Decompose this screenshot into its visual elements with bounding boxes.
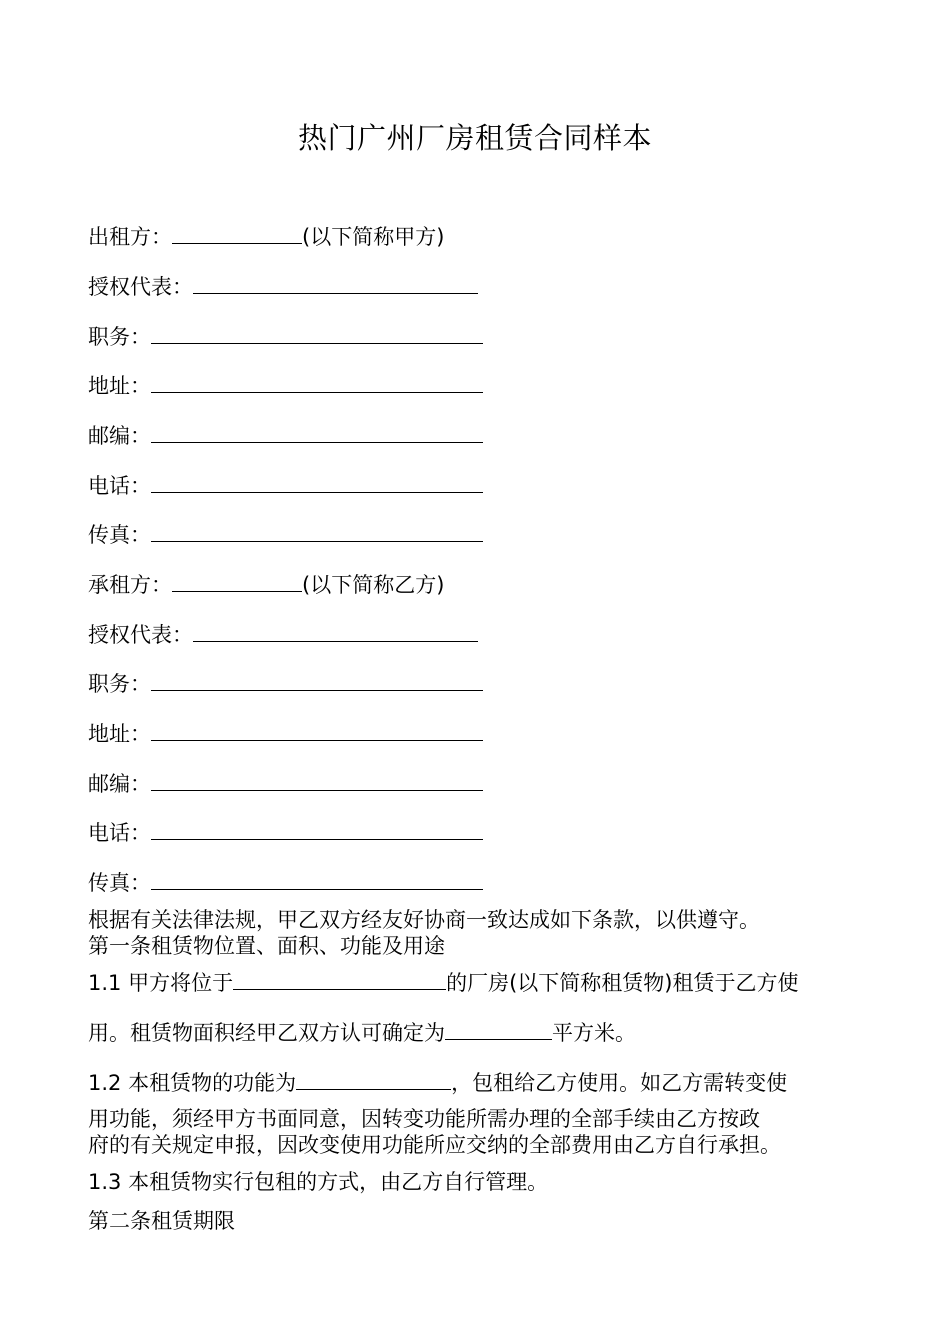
- clause-1-2-line-2: 用功能，须经甲方书面同意，因转变功能所需办理的全部手续由乙方按政: [88, 1107, 760, 1131]
- lessee-blank[interactable]: [172, 569, 302, 592]
- lessor-suffix: (以下简称甲方): [302, 225, 445, 249]
- party-b-postcode-label: 邮编：: [88, 772, 151, 796]
- party-a-phone-line: [88, 470, 483, 501]
- clause-1-1-suffix: 的厂房(以下简称租赁物)租赁于乙方使: [446, 971, 799, 995]
- party-b-position-label: 职务：: [88, 672, 151, 696]
- party-b-fax-line: [88, 867, 483, 898]
- lessee-suffix: (以下简称乙方): [302, 573, 445, 597]
- lessee-line: [88, 569, 444, 600]
- party-b-address-line: [88, 718, 483, 749]
- party-b-address-label: 地址：: [88, 722, 151, 746]
- party-a-postcode-label: 邮编：: [88, 424, 151, 448]
- clause-1-2-line-3: 府的有关规定申报，因改变使用功能所应交纳的全部费用由乙方自行承担。: [88, 1133, 781, 1157]
- intro-paragraph: 根据有关法律法规，甲乙双方经友好协商一致达成如下条款，以供遵守。: [88, 908, 760, 932]
- article-1-title: 第一条租赁物位置、面积、功能及用途: [88, 934, 445, 958]
- article-2-title: 第二条租赁期限: [88, 1209, 235, 1233]
- party-b-rep-line: [88, 619, 478, 650]
- party-b-fax-label: 传真：: [88, 871, 151, 895]
- party-a-position-line: [88, 321, 483, 352]
- function-blank[interactable]: [296, 1067, 451, 1090]
- location-blank[interactable]: [233, 967, 446, 990]
- clause-1-1-line-1: [88, 967, 868, 998]
- party-a-position-blank[interactable]: [151, 321, 483, 344]
- party-b-position-line: [88, 668, 483, 699]
- clause-1-1-prefix: 1.1 甲方将位于: [88, 971, 234, 995]
- party-a-address-label: 地址：: [88, 374, 151, 398]
- party-a-postcode-blank[interactable]: [151, 420, 483, 443]
- party-a-phone-blank[interactable]: [151, 470, 483, 493]
- party-b-phone-label: 电话：: [88, 821, 151, 845]
- party-a-position-label: 职务：: [88, 325, 151, 349]
- party-a-fax-line: [88, 519, 483, 550]
- lessor-blank[interactable]: [172, 221, 302, 244]
- party-a-postcode-line: [88, 420, 483, 451]
- party-a-fax-blank[interactable]: [151, 519, 483, 542]
- clause-1-1-line-2: [88, 1017, 868, 1048]
- area-blank[interactable]: [445, 1017, 552, 1040]
- party-a-rep-label: 授权代表：: [88, 275, 193, 299]
- party-a-phone-label: 电话：: [88, 474, 151, 498]
- clause-1-2-suffix: ，包租给乙方使用。如乙方需转变使: [451, 1071, 788, 1095]
- party-b-postcode-blank[interactable]: [151, 768, 483, 791]
- party-b-fax-blank[interactable]: [151, 867, 483, 890]
- clause-1-3: 1.3 本租赁物实行包租的方式，由乙方自行管理。: [88, 1170, 549, 1194]
- document-title: 热门广州厂房租赁合同样本: [297, 121, 652, 155]
- lessor-line: [88, 221, 444, 252]
- party-b-phone-blank[interactable]: [151, 817, 483, 840]
- party-a-address-blank[interactable]: [151, 370, 483, 393]
- lessor-label: 出租方：: [88, 225, 172, 249]
- party-b-phone-line: [88, 817, 483, 848]
- clause-1-2-line-1: [88, 1067, 868, 1098]
- party-a-rep-line: [88, 271, 478, 302]
- party-a-rep-blank[interactable]: [193, 271, 478, 294]
- party-a-fax-label: 传真：: [88, 523, 151, 547]
- party-b-rep-label: 授权代表：: [88, 623, 193, 647]
- party-b-position-blank[interactable]: [151, 668, 483, 691]
- lessee-label: 承租方：: [88, 573, 172, 597]
- clause-1-1-area-unit: 平方米。: [552, 1021, 636, 1045]
- party-b-rep-blank[interactable]: [193, 619, 478, 642]
- party-a-address-line: [88, 370, 483, 401]
- party-b-address-blank[interactable]: [151, 718, 483, 741]
- clause-1-2-prefix: 1.2 本租赁物的功能为: [88, 1071, 297, 1095]
- party-b-postcode-line: [88, 768, 483, 799]
- clause-1-1-area-text: 用。租赁物面积经甲乙双方认可确定为: [88, 1021, 445, 1045]
